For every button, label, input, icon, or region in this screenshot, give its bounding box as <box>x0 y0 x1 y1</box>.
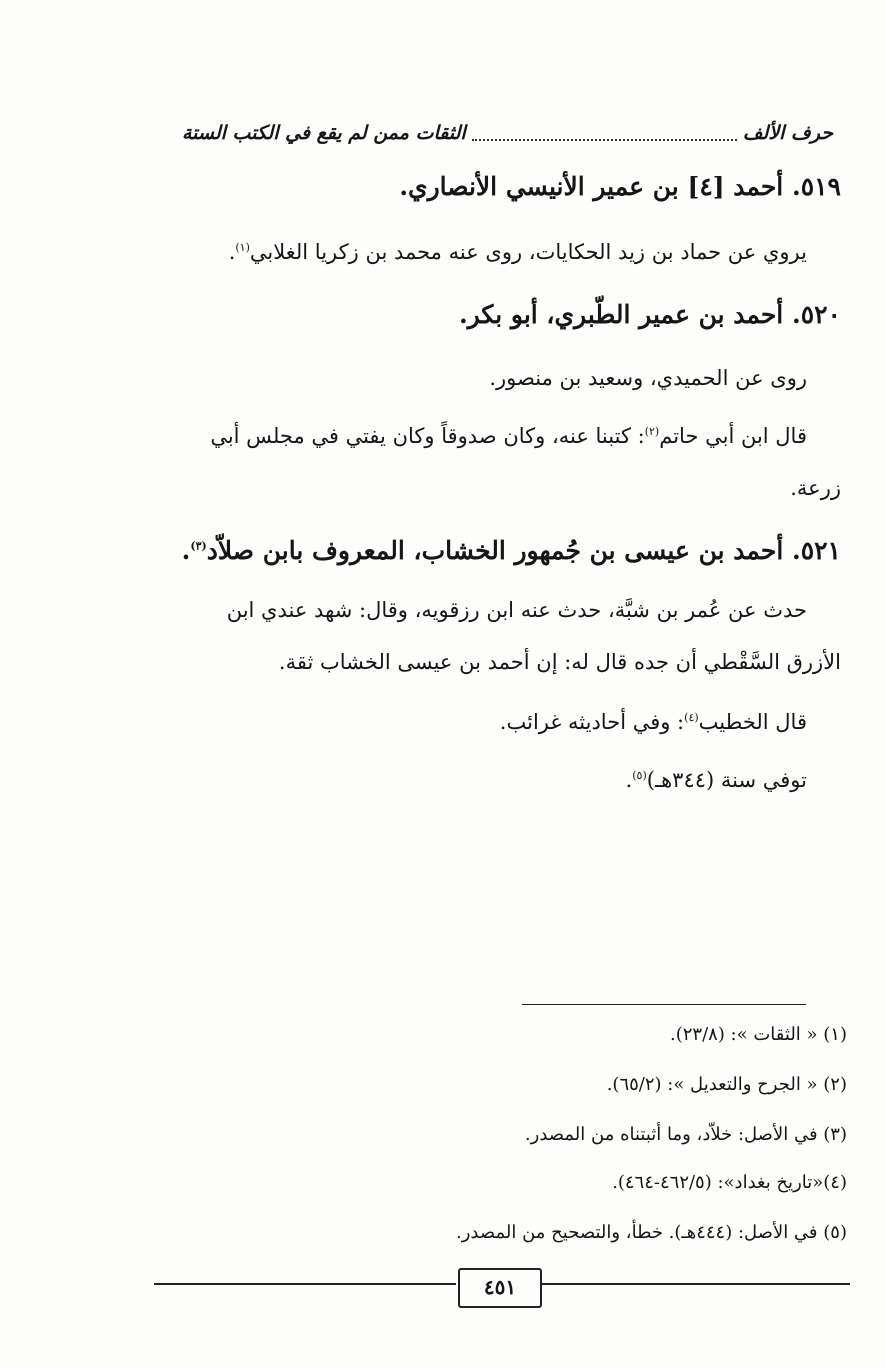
footnote-ref: (١) <box>235 241 250 254</box>
header-leader-dots <box>472 125 737 141</box>
entry-number: ٥٢١. <box>791 536 841 565</box>
entry-text: : كتبنا عنه، وكان صدوقاً وكان يفتي في مجلس أبي <box>210 424 645 448</box>
entry-text: روى عن الحميدي، وسعيد بن منصور. <box>489 366 807 390</box>
entry-520-text-1 <box>489 366 807 390</box>
entry-520-text-2 <box>210 424 807 448</box>
footnote-5: (٥) في الأصل: (٤٤٤هـ). خطأ، والتصحيح من المصدر. <box>456 1222 847 1243</box>
entry-519-text: يروي عن حماد بن زيد الحكايات، روى عنه محمد بن زكريا الغلابي$^{(١)}$. <box>228 240 807 264</box>
entry-521-text-2 <box>279 650 841 674</box>
entry-number: ٥١٩. <box>791 172 841 201</box>
entry-521-text-1 <box>227 598 807 622</box>
entry-521-text-4: توفي سنة (٣٤٤هـ)$^{(٥)}$. <box>625 768 807 792</box>
entry-title: أحمد بن عمير الطّبري، أبو بكر. <box>458 300 784 329</box>
footnote-3: (٣) في الأصل: خلاّد، وما أثبتناه من المصدر. <box>524 1124 847 1145</box>
footnote-4: (٤)«تاريخ بغداد»: (٤٦٢/٥-٤٦٤). <box>612 1172 847 1193</box>
entry-text: قال الخطيب <box>698 710 807 734</box>
footnote-ref: (٢) <box>644 425 660 438</box>
footnote-separator <box>522 1004 806 1005</box>
entry-521-heading: ٥٢١. أحمد بن عيسى بن جُمهور الخشاب، المعروف بابن صلاّد$^{(٣)}$. <box>181 536 841 565</box>
entry-520-text-3 <box>790 476 841 500</box>
footnote-ref: (٣) <box>190 539 207 553</box>
entry-title: أحمد بن عيسى بن جُمهور الخشاب، المعروف بابن صلاّد <box>206 536 784 565</box>
entry-number: ٥٢٠. <box>791 300 841 329</box>
footnote-ref: (٥) <box>632 769 647 782</box>
entry-text: : وفي أحاديثه غرائب. <box>499 710 685 734</box>
bottom-rule-left <box>154 1283 456 1285</box>
entry-text: يروي عن حماد بن زيد الحكايات، روى عنه محمد بن زكريا الغلابي <box>249 240 807 264</box>
entry-title: أحمد [٤] بن عمير الأنيسي الأنصاري. <box>399 172 784 201</box>
entry-text: حدث عن عُمر بن شبَّة، حدث عنه ابن رزقويه، وقال: شهد عندي ابن <box>226 598 807 622</box>
entry-519-heading <box>399 172 841 201</box>
entry-text: الأزرق السَّقْطي أن جده قال له: إن أحمد بن عيسى الخشاب ثقة. <box>278 650 841 674</box>
footnote-ref: (٤) <box>684 711 699 724</box>
entry-520-heading <box>459 300 841 329</box>
entry-text: قال ابن أبي حاتم <box>659 424 807 448</box>
header-book-title: الثقات ممن لم يقع في الكتب الستة <box>182 122 466 144</box>
entry-text: توفي سنة (٣٤٤هـ) <box>646 768 807 792</box>
footnote-2: (٢) « الجرح والتعديل »: (٦٥/٢). <box>606 1074 847 1095</box>
running-header <box>182 118 833 148</box>
bottom-rule-right <box>540 1283 850 1285</box>
entry-521-text-3 <box>500 710 807 734</box>
header-section: حرف الألف <box>742 122 833 144</box>
page-number: ٤٥١ <box>458 1268 542 1308</box>
entry-text: زرعة. <box>790 476 841 500</box>
footnote-1: (١) « الثقات »: (٢٣/٨). <box>669 1024 847 1045</box>
